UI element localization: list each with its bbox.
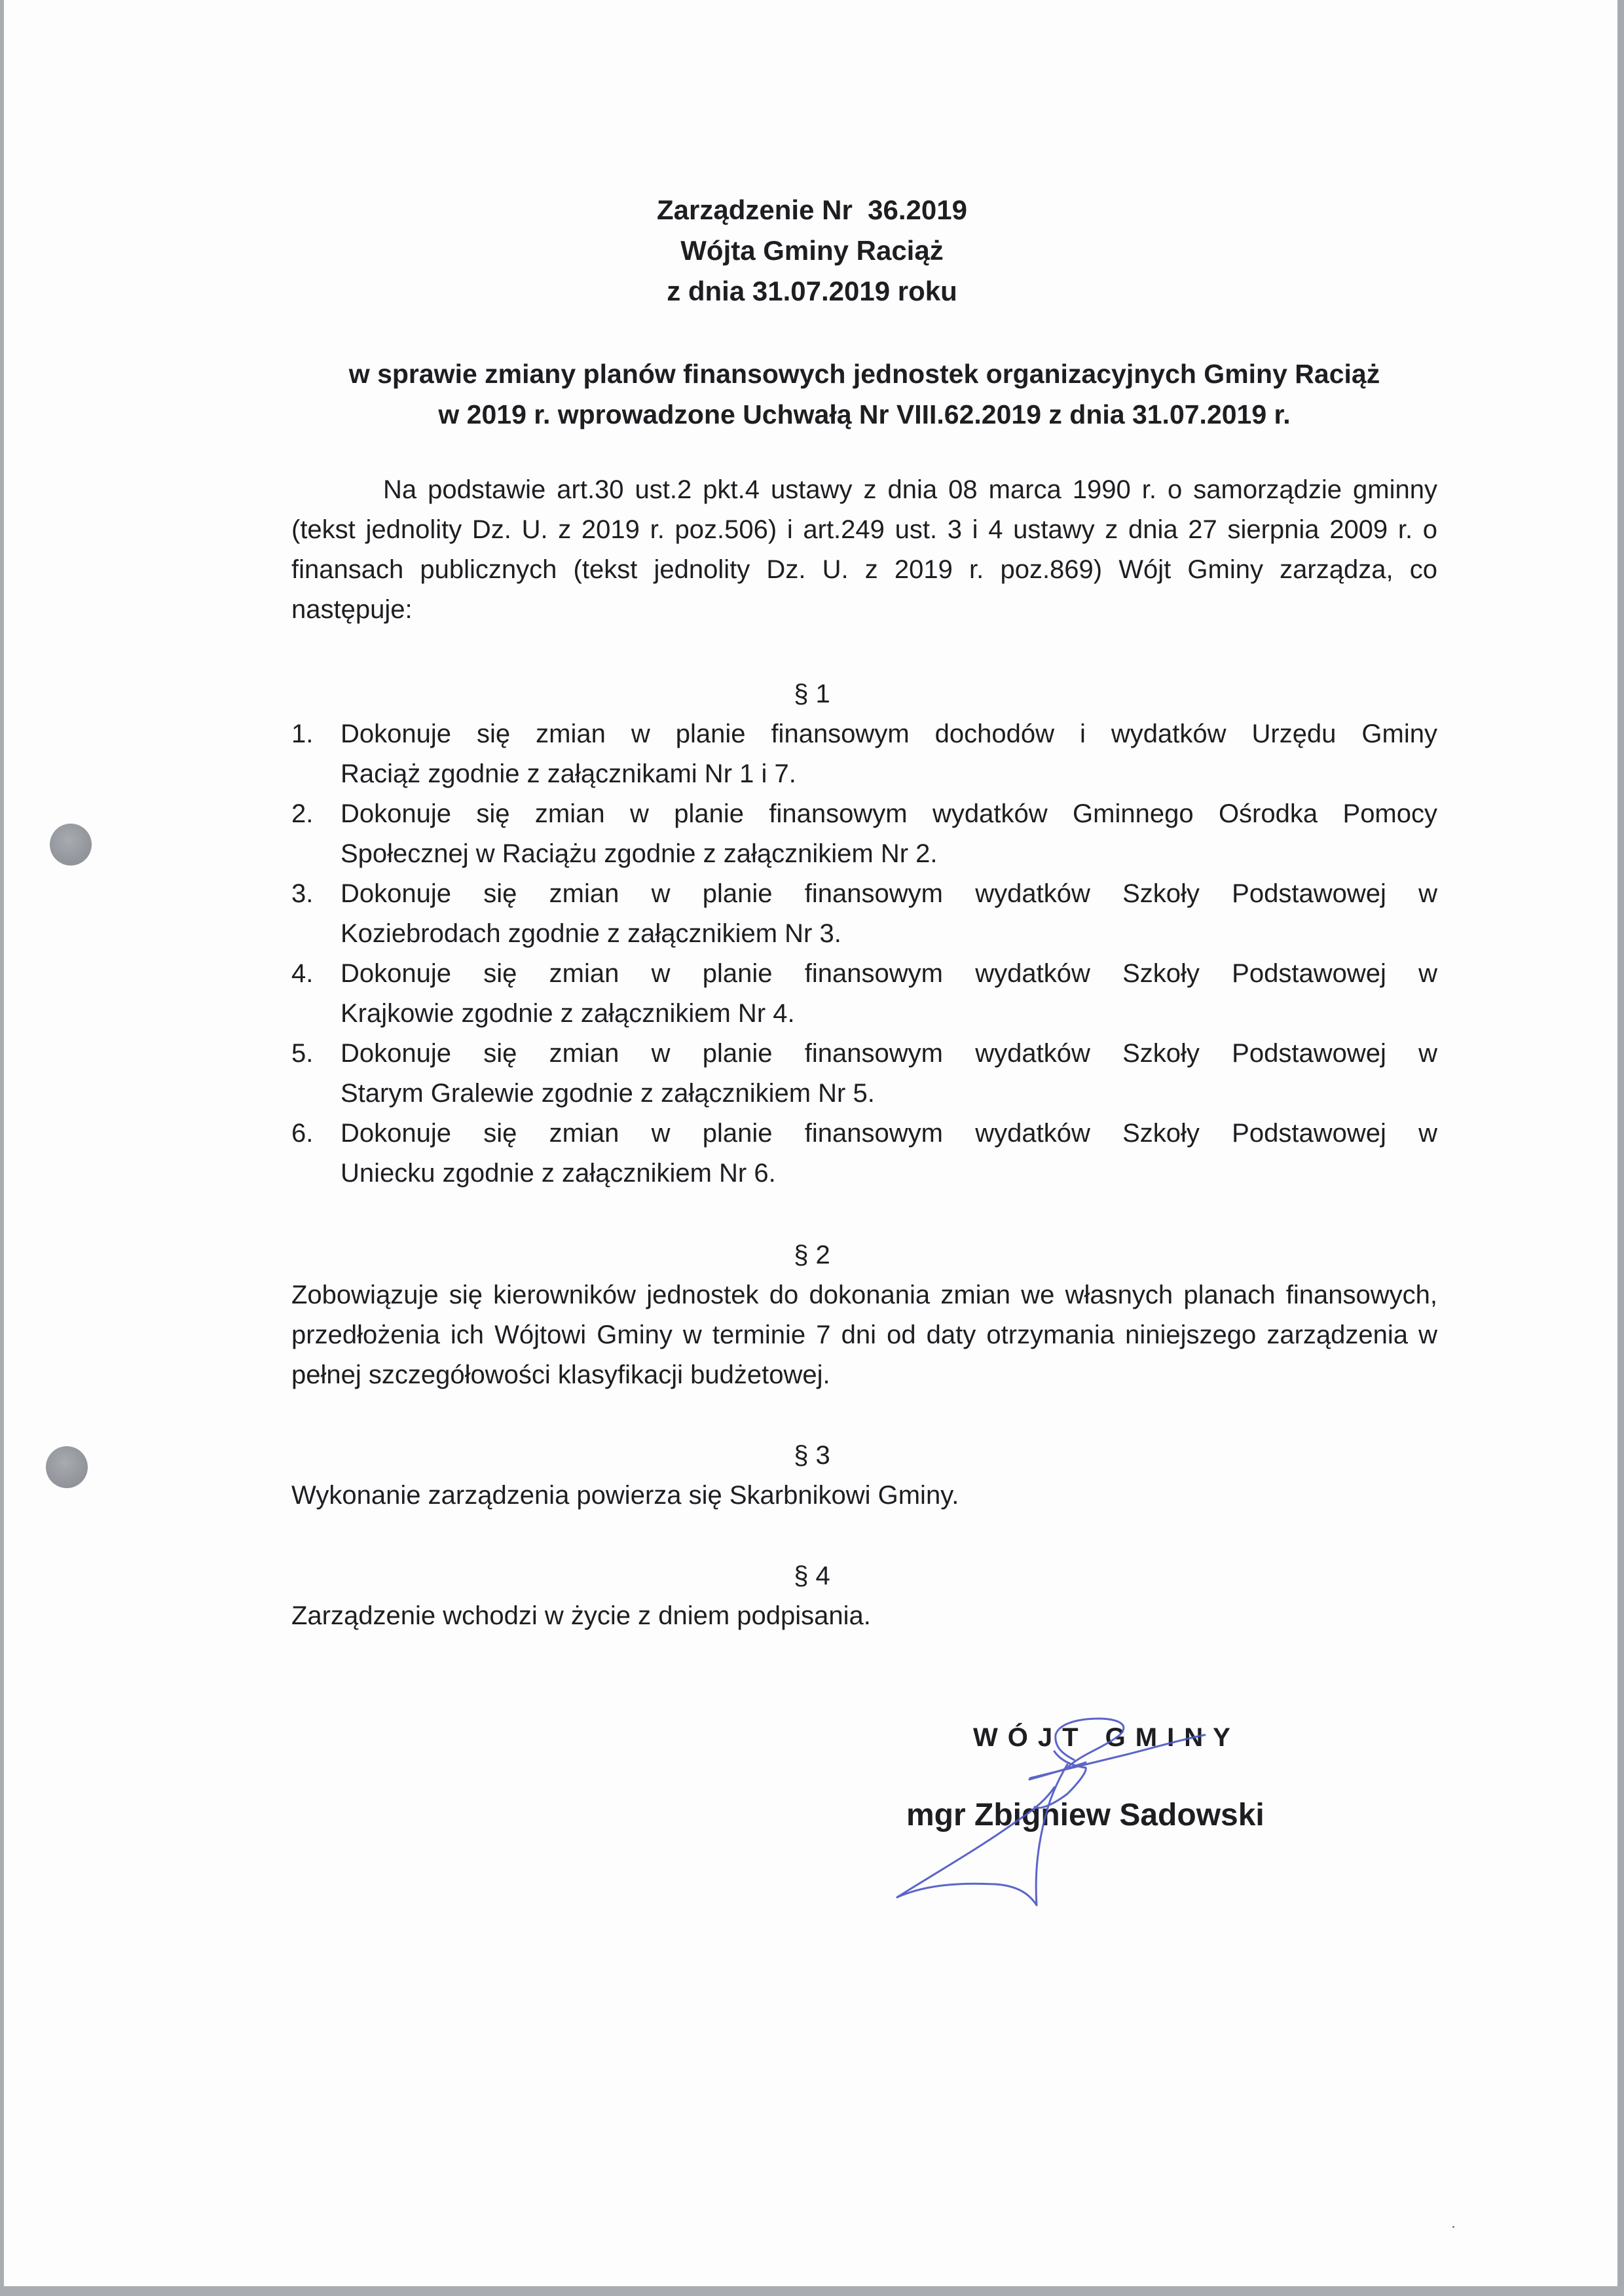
section-2-text: Zobowiązuje się kierowników jednostek do dokonania zmian we własnych planach finansowych, przedłożenia ich Wójtowi Gminy w terminie 7 dni od daty otrzymania niniejszego zarządzenia w pełnej szczegółowości klasyfikacji budżetowej. bbox=[291, 1281, 1437, 1389]
document-subject bbox=[288, 354, 1441, 435]
list-item bbox=[291, 1034, 1437, 1114]
punch-hole-icon bbox=[50, 824, 92, 866]
title-line-date: z dnia 31.07.2019 roku bbox=[667, 276, 957, 306]
signatory-title: WÓJT GMINY bbox=[973, 1723, 1240, 1752]
list-item bbox=[291, 1114, 1437, 1194]
scan-border-bottom bbox=[0, 2287, 1624, 2296]
list-item bbox=[291, 794, 1437, 874]
section-4-text: Zarządzenie wchodzi w życie z dniem podpisania. bbox=[291, 1601, 871, 1630]
list-item-text: Dokonuje się zmian w planie finansowym dochodów i wydatków Urzędu Gminy bbox=[341, 720, 1437, 748]
list-item-text: Dokonuje się zmian w planie finansowym wydatków Szkoły Podstawowej w bbox=[341, 1119, 1437, 1148]
list-item-text: Starym Gralewie zgodnie z załącznikiem Nr 5. bbox=[341, 1079, 875, 1108]
list-item-number: 6. bbox=[291, 1119, 314, 1148]
list-item-number: 1. bbox=[291, 720, 314, 748]
list-item-text: Krajkowie zgodnie z załącznikiem Nr 4. bbox=[341, 999, 795, 1028]
subject-line: w sprawie zmiany planów finansowych jednostek organizacyjnych Gminy Raciąż bbox=[348, 359, 1380, 389]
handwritten-signature-icon bbox=[877, 1689, 1303, 1918]
title-line-issuer: Wójta Gminy Raciąż bbox=[680, 235, 944, 266]
list-item-text: Dokonuje się zmian w planie finansowym wydatków Gminnego Ośrodka Pomocy bbox=[341, 799, 1437, 828]
list-item-number: 2. bbox=[291, 799, 314, 828]
list-item bbox=[291, 874, 1437, 954]
document-title bbox=[0, 190, 1624, 312]
list-item-text: Koziebrodach zgodnie z załącznikiem Nr 3. bbox=[341, 919, 841, 948]
list-item-text: Uniecku zgodnie z załącznikiem Nr 6. bbox=[341, 1159, 776, 1188]
list-item-number: 5. bbox=[291, 1039, 314, 1068]
section-mark-2: § 2 bbox=[794, 1241, 830, 1269]
list-item-text: Dokonuje się zmian w planie finansowym wydatków Szkoły Podstawowej w bbox=[341, 1039, 1437, 1068]
scan-speck bbox=[1452, 2226, 1454, 2228]
title-line-ordinance-number: Zarządzenie Nr 36.2019 bbox=[657, 194, 967, 225]
signatory-name: mgr Zbigniew Sadowski bbox=[906, 1798, 1264, 1832]
section-mark-1: § 1 bbox=[794, 680, 830, 708]
list-item bbox=[291, 954, 1437, 1034]
list-item bbox=[291, 714, 1437, 794]
list-item-text: Dokonuje się zmian w planie finansowym wydatków Szkoły Podstawowej w bbox=[341, 959, 1437, 988]
list-item-number: 4. bbox=[291, 959, 314, 988]
list-item-text: Raciąż zgodnie z załącznikami Nr 1 i 7. bbox=[341, 759, 796, 788]
section-mark-4: § 4 bbox=[794, 1561, 830, 1590]
list-item-text: Społecznej w Raciążu zgodnie z załącznikiem Nr 2. bbox=[341, 839, 938, 868]
scan-border-right bbox=[1617, 0, 1624, 2296]
signature-block bbox=[877, 1689, 1303, 1918]
section-1-list bbox=[291, 714, 1437, 1194]
section-mark-3: § 3 bbox=[794, 1441, 830, 1470]
list-item-number: 3. bbox=[291, 879, 314, 908]
section-3-text: Wykonanie zarządzenia powierza się Skarbnikowi Gminy. bbox=[291, 1481, 959, 1510]
list-item-text: Dokonuje się zmian w planie finansowym wydatków Szkoły Podstawowej w bbox=[341, 879, 1437, 908]
legal-basis-preamble: Na podstawie art.30 ust.2 pkt.4 ustawy z dnia 08 marca 1990 r. o samorządzie gminny (tekst jednolity Dz. U. z 2019 r. poz.506) i art.249 ust. 3 i 4 ustawy z dnia 27 sierpnia 2009 r. o finansach publicznych (tekst jednolity Dz. U. z 2019 r. poz.869) Wójt Gminy zarządza, co następuje: bbox=[291, 475, 1437, 624]
subject-line: w 2019 r. wprowadzone Uchwałą Nr VIII.62.2019 z dnia 31.07.2019 r. bbox=[438, 399, 1291, 429]
